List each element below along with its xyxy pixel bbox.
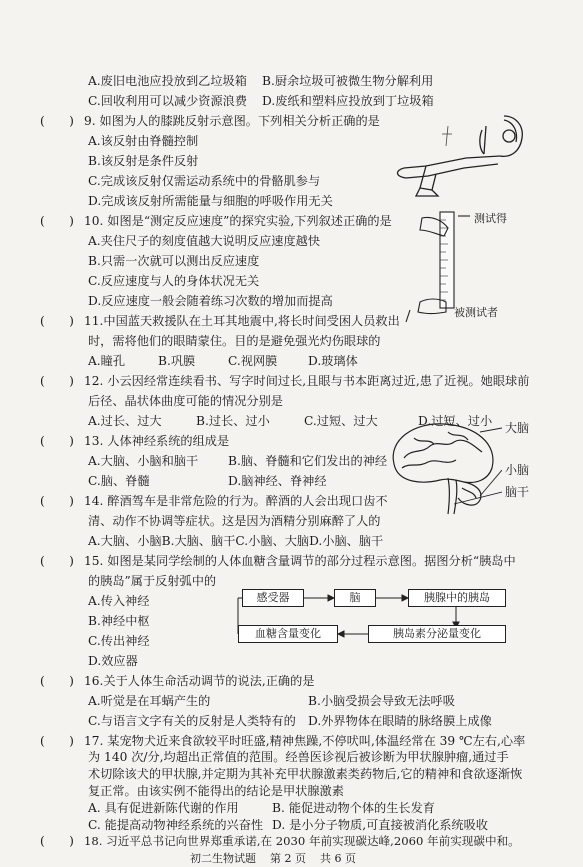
q15-stem-cont: 的胰岛”属于反射弧中的: [88, 574, 217, 588]
q16-option-b: B.小脑受损会导致无法呼吸: [308, 694, 455, 708]
q16-stem: 16.关于人体生命活动调节的说法,正确的是: [84, 674, 315, 688]
flow-pancreas-islet: 胰腺中的胰岛: [408, 589, 506, 607]
q10-option-c: C.反应速度与人的身体状况无关: [88, 274, 260, 288]
q13-answer-blank[interactable]: ( ): [40, 434, 74, 448]
brain-label-cerebellum: 小脑: [505, 463, 530, 477]
brain-label-brainstem: 脑干: [505, 485, 530, 499]
q12-option-d: D.过短、过小: [418, 414, 493, 428]
q12-option-c: C.过短、过大: [304, 414, 378, 428]
flow-receptor: 感受器: [242, 589, 304, 607]
q17-stem-cont-1: 为 140 次/分,均超出正常值的范围。经兽医诊视后被诊断为甲状腺肿瘤,通过手: [88, 750, 509, 764]
footer-page: 第 2 页: [270, 852, 306, 865]
q10-stem: 10. 如图是“测定反应速度”的探究实验,下列叙述正确的是: [84, 214, 392, 228]
q17-option-c: C. 能提高动物神经系统的兴奋性: [88, 818, 264, 832]
knee-reflex-figure: [386, 106, 536, 198]
q17-stem-cont-2: 术切除该犬的甲状腺,并定期为其补充甲状腺激素类药物后,它的精神和食欲逐渐恢: [88, 767, 523, 781]
q12-option-a: A.过长、过大: [88, 414, 162, 428]
q16-option-a: A.听觉是在耳蜗产生的: [88, 694, 211, 708]
q11-option-a: A.瞳孔: [88, 354, 126, 368]
q11-stem: 11.中国蓝天救援队在土耳其地震中,将长时间受困人员救出: [84, 314, 400, 328]
q12-stem-cont: 后径、晶状体曲度可能的情况分别是: [88, 394, 283, 408]
q15-option-d: D.效应器: [88, 654, 138, 668]
q11-option-c: C.视网膜: [228, 354, 278, 368]
q8-option-d: D.废纸和塑料应投放到丁垃圾箱: [262, 94, 434, 108]
brain-figure: [384, 418, 502, 518]
q11-stem-cont: 时，需将他们的眼睛蒙住。目的是避免强光灼伤眼球的: [88, 334, 381, 348]
q15-option-c: C.传出神经: [88, 634, 150, 648]
q9-option-c: C.完成该反射仅需运动系统中的骨骼肌参与: [88, 174, 321, 188]
footer-total: 共 6 页: [320, 852, 356, 865]
q13-stem: 13. 人体神经系统的组成是: [84, 434, 230, 448]
q14-options: A.大脑、小脑B.大脑、脑干C.小脑、大脑D.小脑、脑干: [88, 534, 384, 548]
q10-answer-blank[interactable]: ( ): [40, 214, 74, 228]
q18-answer-blank[interactable]: ( ): [40, 834, 74, 848]
q8-option-b: B.厨余垃圾可被微生物分解利用: [262, 74, 434, 88]
q9-option-d: D.完成该反射所需能量与细胞的呼吸作用无关: [88, 194, 333, 208]
q17-stem-cont-3: 复正常。由该实例不能得出的结论是甲状腺激素: [88, 784, 344, 798]
brain-label-cerebrum: 大脑: [505, 421, 530, 435]
q9-option-a: A.该反射由脊髓控制: [88, 134, 199, 148]
q10-option-d: D.反应速度一般会随着练习次数的增加而提高: [88, 294, 333, 308]
q17-option-b: B. 能促进动物个体的生长发育: [272, 801, 435, 815]
q14-stem: 14. 醉酒驾车是非常危险的行为。醉酒的人会出现口齿不: [84, 494, 388, 508]
ruler-label-subject: 被测试者: [454, 306, 498, 319]
q8-option-a: A.废旧电池应投放到乙垃圾箱: [88, 74, 247, 88]
q13-option-b: B.脑、脊髓和它们发出的神经: [228, 454, 388, 468]
q11-option-b: B.巩膜: [158, 354, 196, 368]
flow-brain: 脑: [334, 589, 376, 607]
q12-option-b: B.过长、过小: [196, 414, 270, 428]
q13-option-c: C.脑、脊髓: [88, 474, 150, 488]
ruler-label-tester: 测试得: [474, 212, 507, 225]
footer-title: 初二生物试题: [190, 852, 256, 865]
flow-blood-sugar: 血糖含量变化: [238, 625, 338, 643]
q8-option-c: C.回收利用可以减少资源浪费: [88, 94, 248, 108]
q16-option-d: D.外界物体在眼睛的脉络膜上成像: [308, 714, 492, 728]
q18-stem: 18. 习近平总书记向世界郑重承诺,在 2030 年前实现碳达峰,2060 年前实现碳中和。: [84, 834, 520, 848]
q13-option-d: D.脑神经、脊神经: [228, 474, 327, 488]
q17-option-d: D. 是小分子物质,可直接被消化系统吸收: [272, 818, 488, 832]
q16-option-c: C.与语言文字有关的反射是人类特有的: [88, 714, 296, 728]
q9-option-b: B.该反射是条件反射: [88, 154, 199, 168]
q16-answer-blank[interactable]: ( ): [40, 674, 74, 688]
q12-stem: 12. 小云因经常连续看书、写字时间过长,且眼与书本距离过近,患了近视。她眼球前: [84, 374, 530, 388]
q14-stem-cont: 清、动作不协调等症状。这是因为酒精分别麻醉了人的: [88, 514, 381, 528]
q10-option-b: B.只需一次就可以测出反应速度: [88, 254, 260, 268]
q17-answer-blank[interactable]: ( ): [40, 734, 74, 748]
q14-answer-blank[interactable]: ( ): [40, 494, 74, 508]
q17-stem: 17. 某宠物犬近来食欲较平时旺盛,精神焦躁,不停吠叫,体温经常在 39 ℃左右,心率: [84, 734, 526, 748]
flow-insulin: 胰岛素分泌量变化: [368, 625, 506, 643]
q15-option-a: A.传入神经: [88, 594, 150, 608]
q9-stem: 9. 如图为人的膝跳反射示意图。下列相关分析正确的是: [84, 114, 380, 128]
q12-answer-blank[interactable]: ( ): [40, 374, 74, 388]
q15-answer-blank[interactable]: ( ): [40, 554, 74, 568]
q11-answer-blank[interactable]: ( ): [40, 314, 74, 328]
q15-option-b: B.神经中枢: [88, 614, 150, 628]
q13-option-a: A.大脑、小脑和脑干: [88, 454, 199, 468]
q15-stem: 15. 如图是某同学绘制的人体血糖含量调节的部分过程示意图。据图分析“胰岛中: [84, 554, 516, 568]
q11-option-d: D.玻璃体: [308, 354, 358, 368]
q17-option-a: A. 具有促进新陈代谢的作用: [88, 801, 239, 815]
q9-answer-blank[interactable]: ( ): [40, 114, 74, 128]
q10-option-a: A.夹住尺子的刻度值越大说明反应速度越快: [88, 234, 321, 248]
